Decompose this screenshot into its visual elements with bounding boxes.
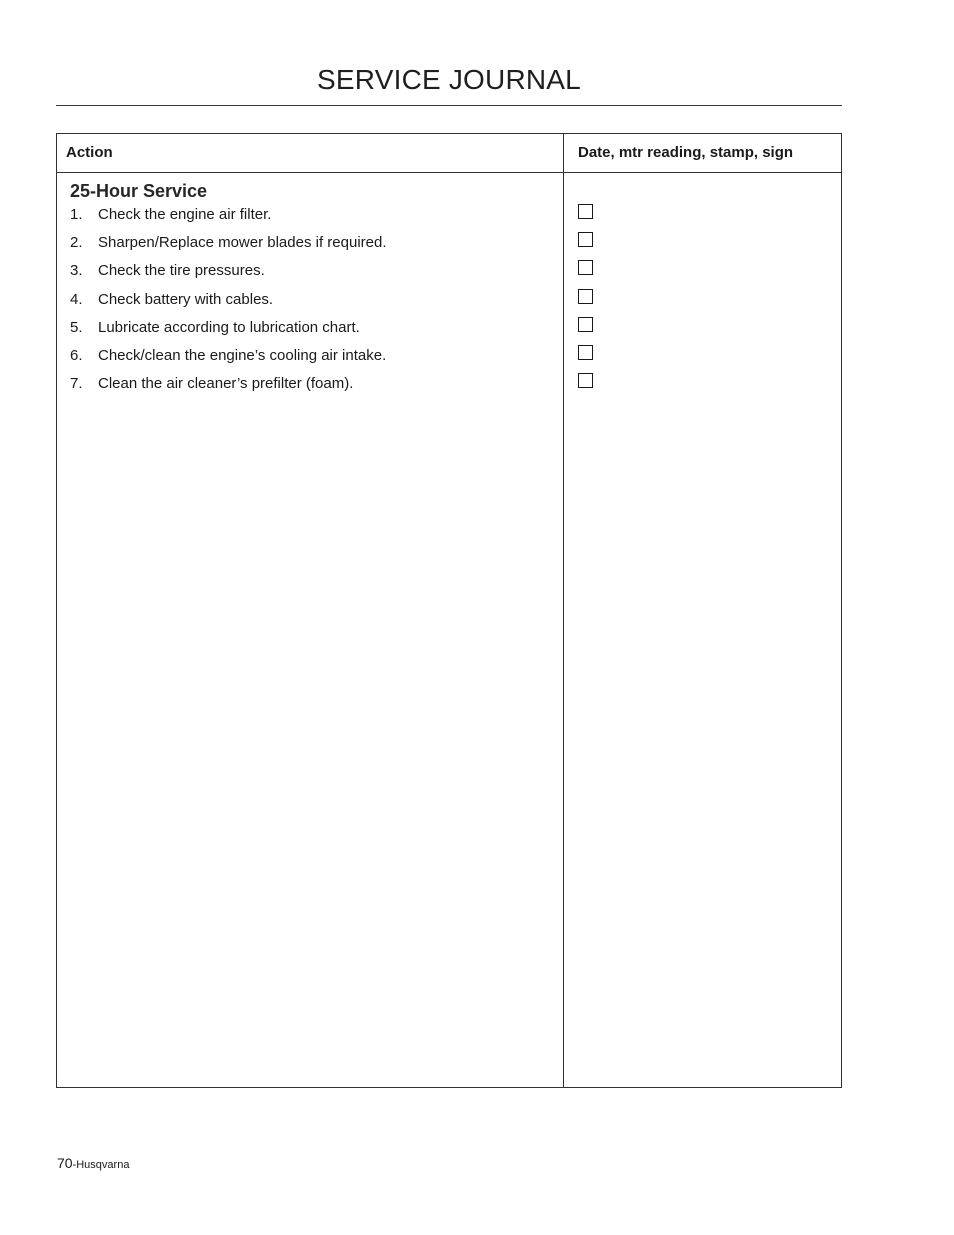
task-text: Check the engine air filter. <box>98 206 272 223</box>
task-number: 7. <box>70 375 83 393</box>
task-text: Check the tire pressures. <box>98 262 265 280</box>
task-text: Clean the air cleaner’s prefilter (foam). <box>98 375 354 393</box>
task-number: 5. <box>70 318 83 336</box>
task-item <box>70 234 387 262</box>
task-item <box>70 291 387 319</box>
action-column-header: Action <box>66 144 113 161</box>
task-text: Sharpen/Replace mower blades if required. <box>98 234 387 252</box>
check-item <box>578 204 593 232</box>
task-text: Check battery with cables. <box>98 290 274 308</box>
task-item <box>70 375 387 403</box>
task-number: 3. <box>70 262 83 280</box>
task-item <box>70 347 387 375</box>
task-checkbox-7[interactable] <box>578 373 593 388</box>
check-item <box>578 232 593 260</box>
task-checkbox-6[interactable] <box>578 345 593 360</box>
task-list <box>70 206 387 403</box>
task-checkbox-2[interactable] <box>578 232 593 247</box>
task-number: 1. <box>70 206 83 223</box>
check-item <box>578 345 593 373</box>
task-checkbox-3[interactable] <box>578 260 593 275</box>
page-footer <box>57 1155 129 1171</box>
page-number: 70 <box>57 1155 73 1171</box>
check-item <box>578 260 593 288</box>
check-item <box>578 373 593 401</box>
task-number: 4. <box>70 290 83 308</box>
check-item <box>578 289 593 317</box>
title-divider <box>56 105 842 106</box>
task-number: 2. <box>70 234 83 252</box>
task-item <box>70 206 387 234</box>
section-title-25-hour: 25-Hour Service <box>70 181 208 201</box>
task-item <box>70 319 387 347</box>
task-checkbox-5[interactable] <box>578 317 593 332</box>
date-column-header: Date, mtr reading, stamp, sign <box>578 144 794 161</box>
task-checkbox-1[interactable] <box>578 204 593 219</box>
header-divider <box>57 172 841 173</box>
footer-brand: -Husqvarna <box>72 1159 130 1171</box>
task-text: Lubricate according to lubrication chart. <box>98 318 360 336</box>
task-item <box>70 262 387 290</box>
task-checkbox-4[interactable] <box>578 289 593 304</box>
task-number: 6. <box>70 346 83 364</box>
column-divider <box>563 134 564 1087</box>
checkbox-list <box>578 204 593 401</box>
task-text: Check/clean the engine’s cooling air intake. <box>98 346 387 364</box>
service-journal-table <box>56 133 842 1088</box>
page-title: SERVICE JOURNAL <box>317 64 581 95</box>
check-item <box>578 317 593 345</box>
